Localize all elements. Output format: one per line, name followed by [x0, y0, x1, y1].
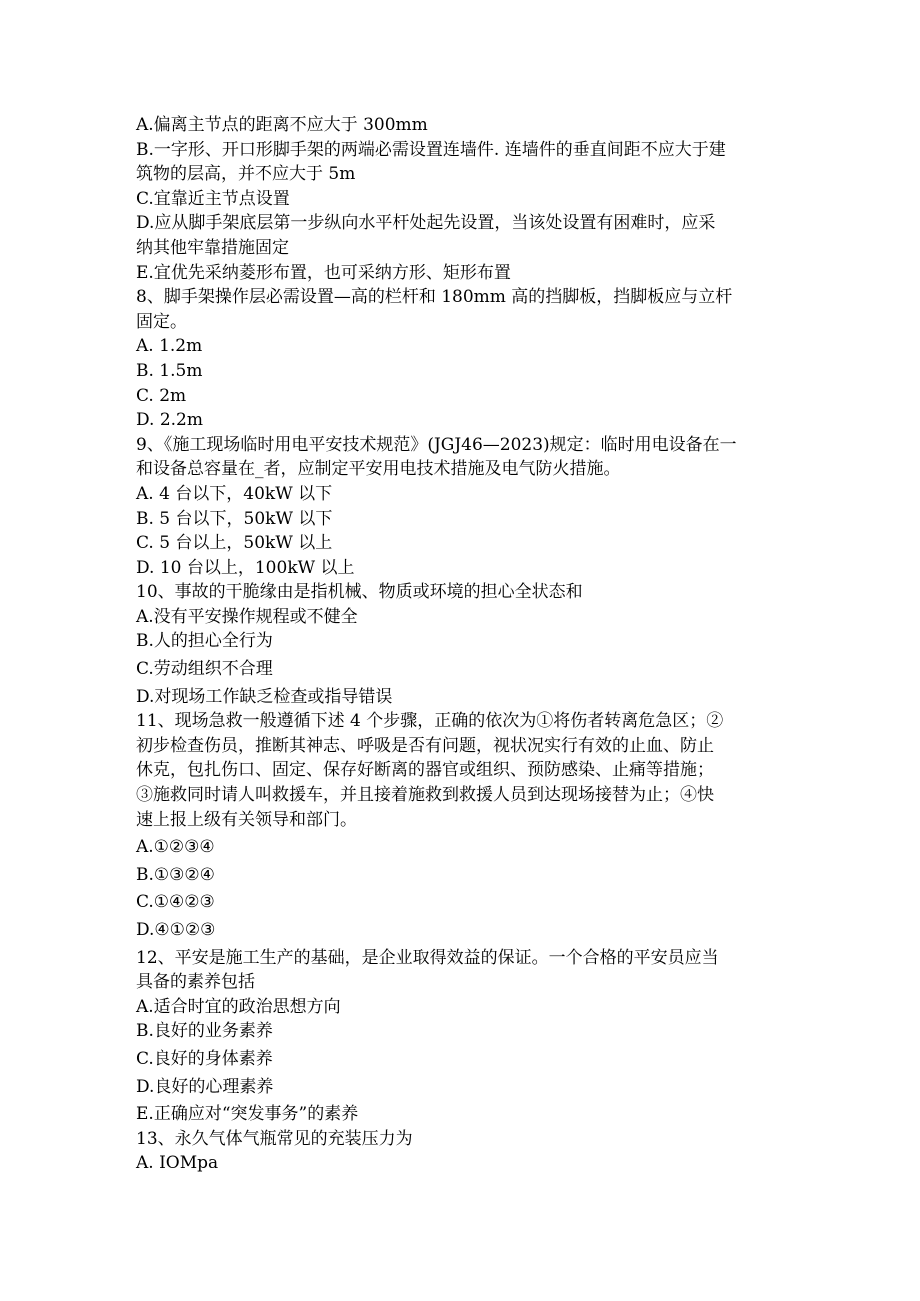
option-line: D.对现场工作缺乏检查或指导错误 [136, 686, 393, 707]
option-line: A. IOMpa [136, 1153, 219, 1174]
option-line: B.良好的业务素养 [136, 1021, 273, 1042]
question-10: 10、事故的干脆缘由是指机械、物质或环境的担心全状态和 [136, 582, 583, 603]
question-8: 8、脚手架操作层必需设置—高的栏杆和 180mm 高的挡脚板，挡脚板应与立杆 [136, 287, 733, 308]
option-line: C. 5 台以上，50kW 以上 [136, 533, 333, 554]
text-line: C.宜靠近主节点设置 [136, 188, 290, 209]
text-line: 固定。 [136, 311, 187, 332]
text-line: 初步检查伤员，推断其神志、呼吸是否有问题，视状况实行有效的止血、防止 [136, 735, 714, 756]
text-line: 筑物的层高，并不应大于 5m [136, 164, 356, 185]
question-12: 12、平安是施工生产的基础，是企业取得效益的保证。一个合格的平安员应当 [136, 947, 719, 968]
text-line: E.宜优先采纳菱形布置，也可采纳方形、矩形布置 [136, 262, 511, 283]
option-line: B. 1.5m [136, 360, 203, 381]
document-body [136, 113, 776, 1176]
text-line: A.偏离主节点的距离不应大于 300mm [136, 115, 428, 135]
text-line: B.一字形、开口形脚手架的两端必需设置连墙件. 连墙件的垂直间距不应大于建 [136, 139, 726, 160]
text-line: 休克，包扎伤口、固定、保存好断离的器官或组织、预防感染、止痛等措施； [136, 760, 714, 781]
option-line: B.①③②④ [136, 864, 215, 885]
option-line: B.人的担心全行为 [136, 631, 273, 652]
option-line: A.适合时宜的政治思想方向 [136, 996, 341, 1017]
text-line: ③施救同时请人叫救援车，并且接着施救到救援人员到达现场接替为止；④快 [136, 785, 714, 806]
option-line: D. 10 台以上，100kW 以上 [136, 557, 355, 578]
question-9: 9、《施工现场临时用电平安技术规范》(JGJ46—2023)规定：临时用电设备在一 [136, 434, 737, 455]
text-line: 速上报上级有关领导和部门。 [136, 809, 357, 830]
text-line: D.应从脚手架底层第一步纵向水平杆处起先设置，当该处设置有困难时，应采 [136, 213, 716, 234]
option-line: D.良好的心理素养 [136, 1076, 274, 1097]
option-line: A. 1.2m [136, 336, 203, 357]
option-line: C.良好的身体素养 [136, 1048, 273, 1069]
text-line: 纳其他牢靠措施固定 [136, 237, 289, 258]
option-line: D.④①②③ [136, 920, 216, 940]
text-line: 和设备总容量在_者，应制定平安用电技术措施及电气防火措施。 [136, 459, 621, 480]
option-line: B. 5 台以下，50kW 以下 [136, 508, 333, 529]
option-line: A.没有平安操作规程或不健全 [136, 606, 358, 627]
option-line: A.①②③④ [136, 837, 215, 858]
option-line: C. 2m [136, 385, 187, 406]
option-line: C.①④②③ [136, 892, 215, 913]
question-11: 11、现场急救一般遵循下述 4 个步骤，正确的依次为①将伤者转离危急区；② [136, 711, 724, 732]
question-13: 13、永久气体气瓶常见的充装压力为 [136, 1128, 413, 1149]
text-line: 具备的素养包括 [136, 972, 255, 993]
option-line: D. 2.2m [136, 410, 203, 431]
option-line: A. 4 台以下，40kW 以下 [136, 483, 333, 504]
option-line: C.劳动组织不合理 [136, 659, 273, 680]
option-line: E.正确应对“突发事务”的素养 [136, 1104, 359, 1125]
